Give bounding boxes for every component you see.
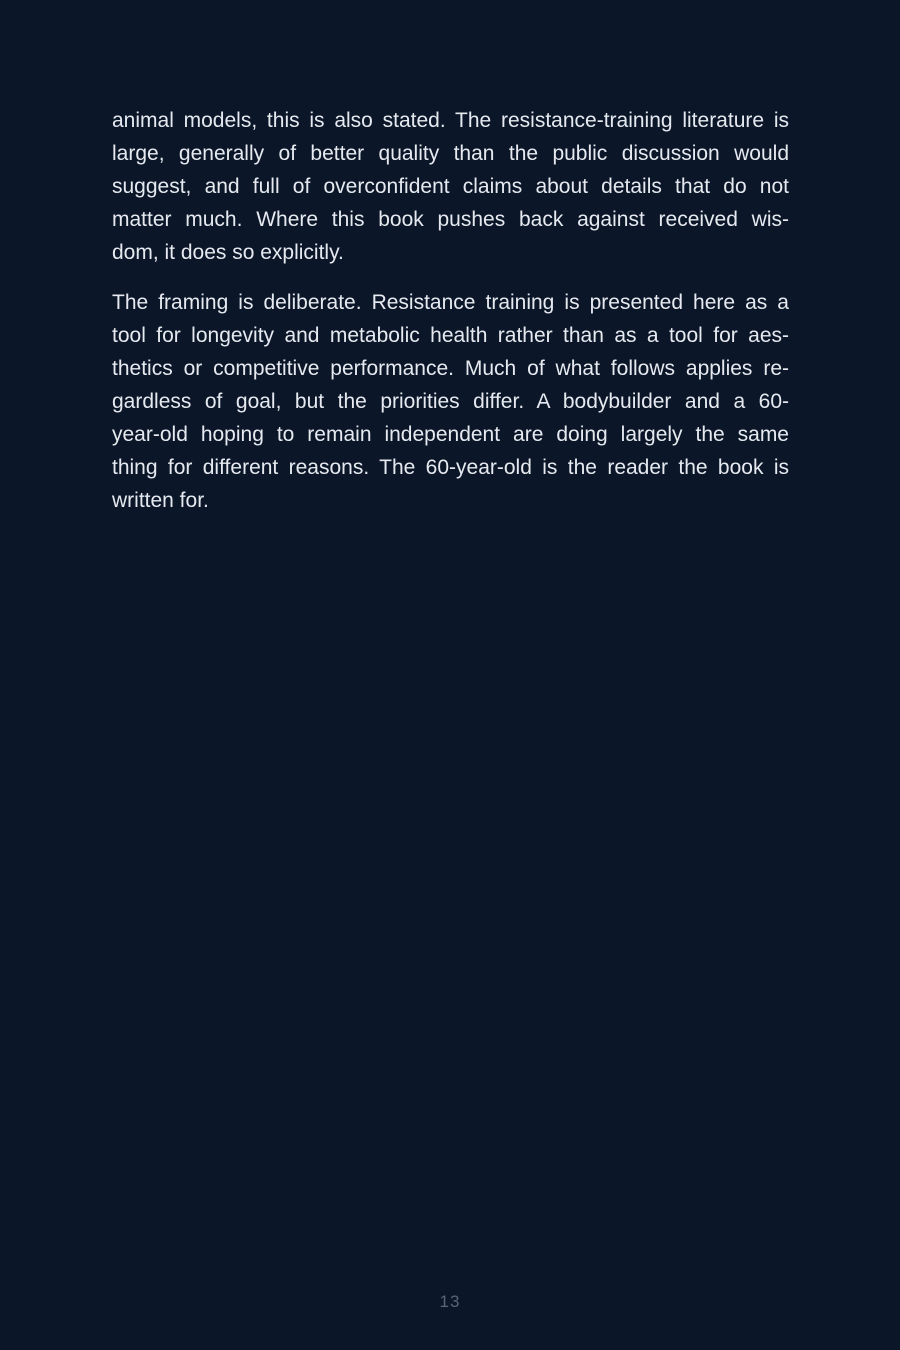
page-number: 13: [439, 1292, 461, 1311]
text-line: thetics or competitive performance. Much of what follows applies re-: [112, 357, 789, 380]
paragraph: [112, 286, 789, 517]
text-line: tool for longevity and metabolic health rather than as a tool for aes-: [112, 324, 789, 347]
text-line: matter much. Where this book pushes back against received wis-: [112, 208, 789, 231]
text-line: The framing is deliberate. Resistance training is presented here as a: [112, 291, 789, 314]
text-line: dom, it does so explicitly.: [112, 241, 344, 264]
text-line: thing for different reasons. The 60-year-old is the reader the book is: [112, 456, 789, 479]
body-text: [112, 104, 789, 534]
paragraph: [112, 104, 789, 269]
text-line: year-old hoping to remain independent are doing largely the same: [112, 423, 789, 446]
text-line: animal models, this is also stated. The resistance-training literature is: [112, 109, 789, 132]
text-line: suggest, and full of overconfident claims about details that do not: [112, 175, 789, 198]
text-line: gardless of goal, but the priorities differ. A bodybuilder and a 60-: [112, 390, 789, 413]
text-line: large, generally of better quality than the public discussion would: [112, 142, 789, 165]
text-line: written for.: [112, 489, 209, 512]
